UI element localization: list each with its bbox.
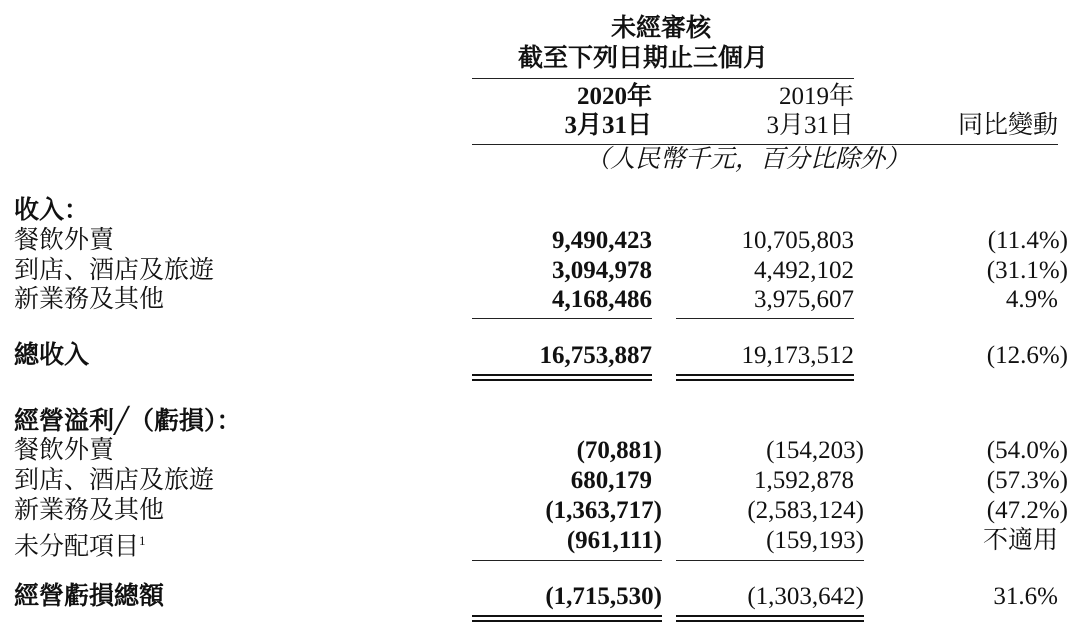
operating-row-2020: (70,881) (576, 437, 662, 464)
subtotal-rule (676, 318, 854, 319)
col-2019-year: 2019年 (778, 83, 854, 110)
revenue-row-change: (31.1%) (986, 257, 1068, 284)
subtotal-rule (472, 318, 652, 319)
total-revenue-2019: 19,173,512 (741, 342, 854, 369)
total-revenue-label: 總收入 (14, 342, 90, 369)
total-double-rule (676, 620, 864, 622)
col-change-header: 同比變動 (957, 112, 1058, 139)
operating-section-label: 經營溢利╱（虧損）： (14, 408, 242, 435)
header-rule (472, 78, 854, 79)
revenue-row-2019: 3,975,607 (754, 286, 854, 313)
total-operating-loss-2020: (1,715,530) (545, 583, 662, 610)
total-double-rule (472, 620, 662, 622)
operating-row-2019: (154,203) (766, 437, 864, 464)
operating-row-2019: (2,583,124) (747, 497, 864, 524)
revenue-row-2020: 9,490,423 (552, 227, 652, 254)
total-double-rule (676, 615, 864, 617)
total-double-rule (472, 615, 662, 617)
footnote-marker: 1 (139, 533, 146, 548)
revenue-row-change: (11.4%) (987, 227, 1068, 254)
operating-row-change: (54.0%) (986, 437, 1068, 464)
total-double-rule (472, 374, 652, 376)
operating-row-2020: (1,363,717) (545, 497, 662, 524)
revenue-row-2019: 4,492,102 (754, 257, 854, 284)
subtotal-rule (676, 560, 864, 561)
revenue-row-label: 新業務及其他 (14, 286, 165, 313)
operating-row-label: 新業務及其他 (14, 497, 165, 524)
revenue-row-2019: 10,705,803 (741, 227, 854, 254)
operating-row-change: (47.2%) (986, 497, 1068, 524)
header-unaudited: 未經審核 (611, 15, 712, 42)
total-double-rule (676, 374, 854, 376)
total-operating-loss-2019: (1,303,642) (747, 583, 864, 610)
total-double-rule (676, 379, 854, 381)
total-operating-loss-label: 經營虧損總額 (14, 583, 165, 610)
revenue-row-2020: 3,094,978 (552, 257, 652, 284)
col-2020-year: 2020年 (576, 83, 652, 110)
total-revenue-2020: 16,753,887 (539, 342, 652, 369)
unit-note: （人民幣千元，百分比除外） (585, 146, 911, 173)
operating-row-2019: (159,193) (766, 527, 864, 554)
total-revenue-change: (12.6%) (986, 342, 1068, 369)
operating-row-change: 不適用 (982, 527, 1058, 554)
header-period: 截至下列日期止三個月 (518, 45, 769, 72)
revenue-section-label: 收入： (14, 197, 90, 224)
revenue-row-label: 餐飲外賣 (14, 227, 115, 254)
total-operating-loss-change: 31.6% (993, 583, 1058, 610)
operating-row-label: 到店、酒店及旅遊 (14, 467, 215, 494)
operating-row-change: (57.3%) (986, 467, 1068, 494)
operating-row-2020: (961,111) (566, 527, 662, 554)
operating-row-2020: 680,179 (570, 467, 652, 494)
subtotal-rule (472, 560, 662, 561)
operating-row-label: 餐飲外賣 (14, 437, 115, 464)
col-2020-date: 3月31日 (564, 112, 652, 139)
operating-row-label: 未分配項目$^1$ (14, 533, 146, 561)
col-2019-date: 3月31日 (766, 112, 854, 139)
revenue-row-2020: 4,168,486 (552, 286, 652, 313)
revenue-row-change: 4.9% (1005, 286, 1058, 313)
revenue-row-label: 到店、酒店及旅遊 (14, 257, 215, 284)
operating-row-2019: 1,592,878 (754, 467, 854, 494)
total-double-rule (472, 379, 652, 381)
